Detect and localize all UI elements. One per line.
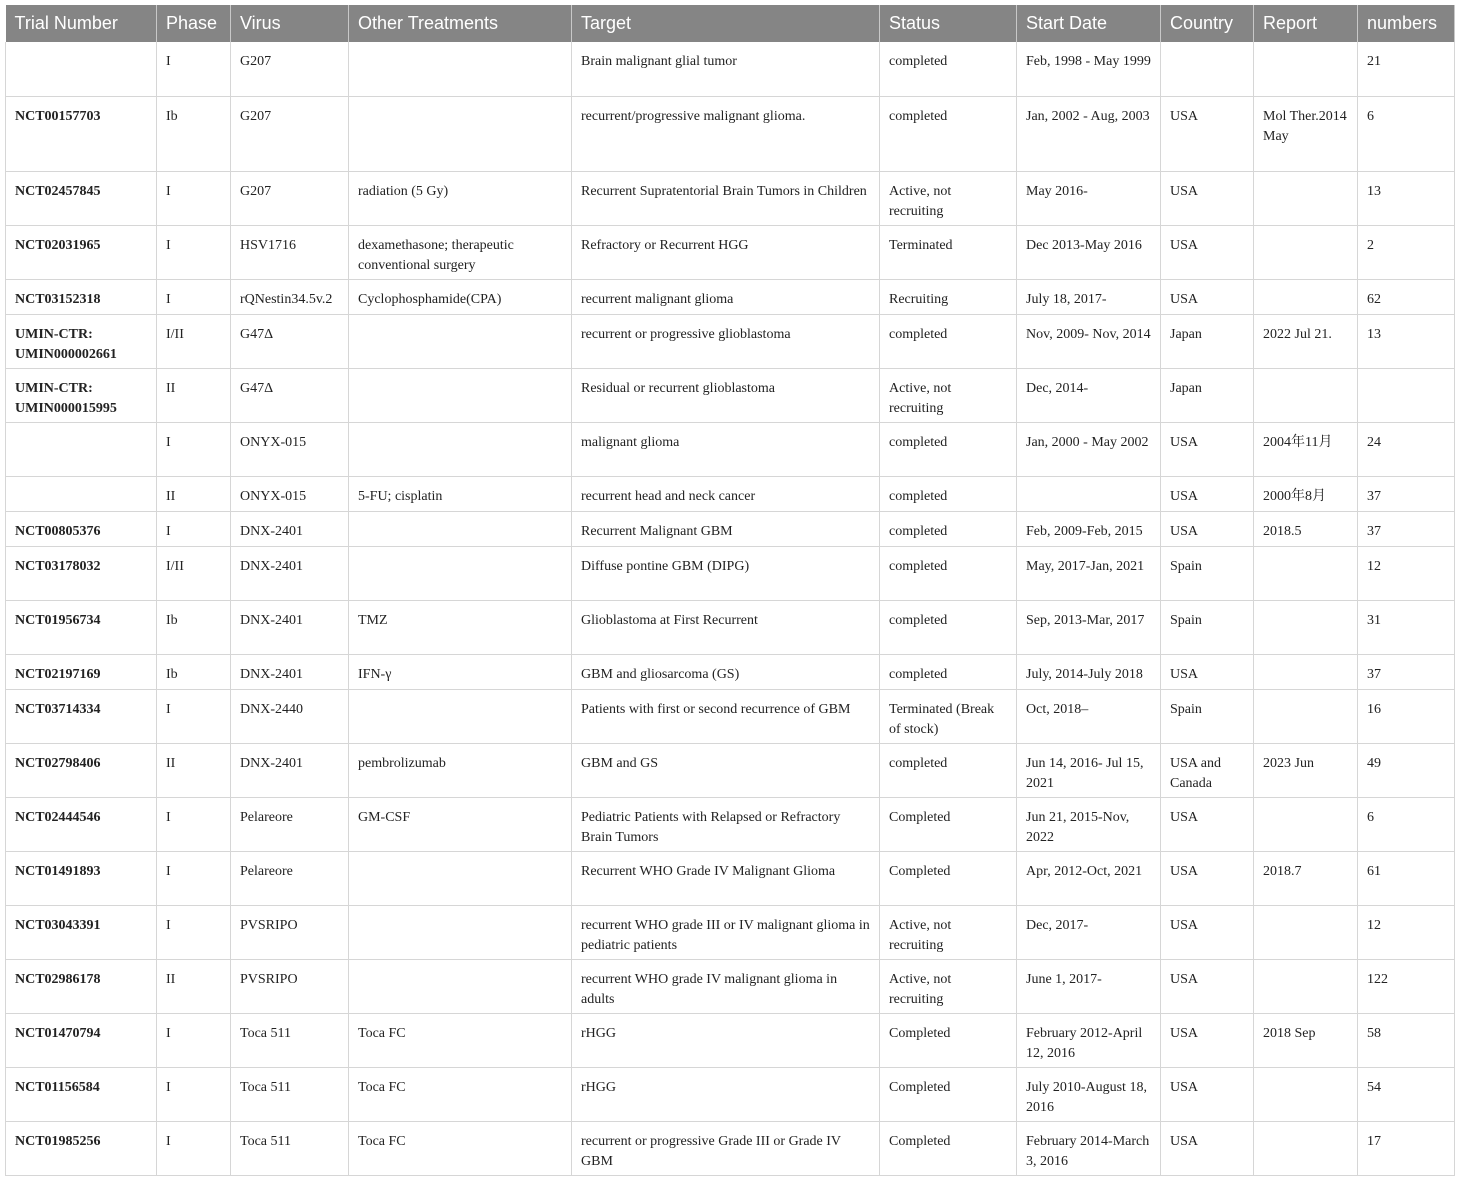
table-cell: [1254, 42, 1358, 96]
table-cell: USA: [1161, 96, 1254, 171]
table-cell: NCT01956734: [6, 600, 157, 654]
table-cell: Oct, 2018–: [1017, 689, 1161, 743]
table-cell: Ib: [157, 600, 231, 654]
table-cell: 37: [1358, 654, 1455, 689]
table-cell: Jan, 2002 - Aug, 2003: [1017, 96, 1161, 171]
table-cell: [1254, 1067, 1358, 1121]
table-cell: 12: [1358, 546, 1455, 600]
table-cell: pembrolizumab: [349, 743, 572, 797]
table-cell: Toca FC: [349, 1013, 572, 1067]
table-row: [6, 797, 1455, 851]
table-row: [6, 1013, 1455, 1067]
table-row: [6, 1121, 1455, 1175]
table-cell: completed: [880, 422, 1017, 476]
table-cell: Toca 511: [231, 1013, 349, 1067]
table-cell: [6, 422, 157, 476]
table-cell: 17: [1358, 1121, 1455, 1175]
table-cell: Toca 511: [231, 1067, 349, 1121]
table-cell: G207: [231, 96, 349, 171]
table-cell: [1254, 654, 1358, 689]
column-header: numbers: [1358, 5, 1455, 42]
table-cell: 2023 Jun: [1254, 743, 1358, 797]
table-cell: Completed: [880, 1013, 1017, 1067]
table-cell: [1358, 368, 1455, 422]
table-cell: I/II: [157, 546, 231, 600]
table-cell: G47Δ: [231, 314, 349, 368]
table-cell: 2022 Jul 21.: [1254, 314, 1358, 368]
table-cell: Recruiting: [880, 279, 1017, 314]
table-cell: Recurrent Malignant GBM: [572, 511, 880, 546]
table-cell: Cyclophosphamide(CPA): [349, 279, 572, 314]
table-cell: 2018.5: [1254, 511, 1358, 546]
table-cell: I: [157, 279, 231, 314]
table-cell: Apr, 2012-Oct, 2021: [1017, 851, 1161, 905]
table-cell: Active, not recruiting: [880, 368, 1017, 422]
table-cell: June 1, 2017-: [1017, 959, 1161, 1013]
table-cell: [1254, 600, 1358, 654]
table-cell: malignant glioma: [572, 422, 880, 476]
table-cell: IFN-γ: [349, 654, 572, 689]
table-row: [6, 689, 1455, 743]
table-cell: I: [157, 225, 231, 279]
table-cell: May, 2017-Jan, 2021: [1017, 546, 1161, 600]
column-header: Trial Number: [6, 5, 157, 42]
table-cell: completed: [880, 42, 1017, 96]
table-row: [6, 314, 1455, 368]
table-cell: 58: [1358, 1013, 1455, 1067]
table-cell: [349, 96, 572, 171]
table-cell: completed: [880, 546, 1017, 600]
table-cell: HSV1716: [231, 225, 349, 279]
table-row: [6, 422, 1455, 476]
table-cell: II: [157, 959, 231, 1013]
table-cell: February 2012-April 12, 2016: [1017, 1013, 1161, 1067]
table-cell: [349, 546, 572, 600]
table-cell: DNX-2401: [231, 600, 349, 654]
table-cell: USA and Canada: [1161, 743, 1254, 797]
table-cell: recurrent/progressive malignant glioma.: [572, 96, 880, 171]
table-cell: USA: [1161, 279, 1254, 314]
table-cell: Spain: [1161, 689, 1254, 743]
table-cell: Residual or recurrent glioblastoma: [572, 368, 880, 422]
table-cell: I: [157, 511, 231, 546]
table-cell: Mol Ther.2014 May: [1254, 96, 1358, 171]
table-cell: 2: [1358, 225, 1455, 279]
table-cell: USA: [1161, 476, 1254, 511]
table-cell: 6: [1358, 797, 1455, 851]
table-cell: completed: [880, 600, 1017, 654]
table-row: [6, 476, 1455, 511]
table-cell: USA: [1161, 654, 1254, 689]
table-cell: completed: [880, 476, 1017, 511]
table-cell: II: [157, 743, 231, 797]
table-cell: [349, 851, 572, 905]
table-cell: PVSRIPO: [231, 905, 349, 959]
table-cell: Feb, 2009-Feb, 2015: [1017, 511, 1161, 546]
table-cell: I: [157, 851, 231, 905]
table-cell: NCT01470794: [6, 1013, 157, 1067]
table-cell: 49: [1358, 743, 1455, 797]
table-cell: Pelareore: [231, 797, 349, 851]
table-cell: [349, 689, 572, 743]
table-cell: [349, 511, 572, 546]
table-row: [6, 225, 1455, 279]
table-cell: rHGG: [572, 1013, 880, 1067]
table-cell: [349, 959, 572, 1013]
column-header: Virus: [231, 5, 349, 42]
column-header: Report: [1254, 5, 1358, 42]
table-cell: Jun 14, 2016- Jul 15, 2021: [1017, 743, 1161, 797]
table-cell: GBM and gliosarcoma (GS): [572, 654, 880, 689]
table-cell: I: [157, 1121, 231, 1175]
table-cell: UMIN-CTR: UMIN000015995: [6, 368, 157, 422]
table-cell: USA: [1161, 1121, 1254, 1175]
table-cell: 16: [1358, 689, 1455, 743]
table-cell: NCT03152318: [6, 279, 157, 314]
table-cell: NCT01491893: [6, 851, 157, 905]
table-cell: 6: [1358, 96, 1455, 171]
table-cell: DNX-2440: [231, 689, 349, 743]
table-cell: [349, 314, 572, 368]
table-cell: ONYX-015: [231, 476, 349, 511]
table-cell: Dec 2013-May 2016: [1017, 225, 1161, 279]
table-header-row: [6, 5, 1455, 42]
table-row: [6, 279, 1455, 314]
table-cell: Spain: [1161, 600, 1254, 654]
table-cell: USA: [1161, 225, 1254, 279]
table-cell: G207: [231, 42, 349, 96]
table-cell: Completed: [880, 1067, 1017, 1121]
table-cell: [1254, 279, 1358, 314]
table-cell: Spain: [1161, 546, 1254, 600]
table-cell: NCT03178032: [6, 546, 157, 600]
table-cell: I: [157, 422, 231, 476]
table-cell: Patients with first or second recurrence of GBM: [572, 689, 880, 743]
table-cell: G47Δ: [231, 368, 349, 422]
table-cell: [1254, 368, 1358, 422]
table-cell: NCT02444546: [6, 797, 157, 851]
table-cell: NCT02986178: [6, 959, 157, 1013]
table-cell: USA: [1161, 905, 1254, 959]
table-cell: 12: [1358, 905, 1455, 959]
column-header: Other Treatments: [349, 5, 572, 42]
table-cell: 62: [1358, 279, 1455, 314]
table-row: [6, 511, 1455, 546]
table-cell: Dec, 2017-: [1017, 905, 1161, 959]
table-cell: recurrent malignant glioma: [572, 279, 880, 314]
table-row: [6, 546, 1455, 600]
table-cell: 2000年8月: [1254, 476, 1358, 511]
table-cell: [6, 42, 157, 96]
table-cell: NCT02798406: [6, 743, 157, 797]
column-header: Phase: [157, 5, 231, 42]
table-cell: USA: [1161, 171, 1254, 225]
column-header: Start Date: [1017, 5, 1161, 42]
table-cell: 2018 Sep: [1254, 1013, 1358, 1067]
column-header: Country: [1161, 5, 1254, 42]
table-row: [6, 851, 1455, 905]
table-cell: 61: [1358, 851, 1455, 905]
table-row: [6, 96, 1455, 171]
table-cell: G207: [231, 171, 349, 225]
table-cell: Completed: [880, 851, 1017, 905]
table-cell: [1161, 42, 1254, 96]
table-cell: Toca FC: [349, 1121, 572, 1175]
table-cell: recurrent or progressive glioblastoma: [572, 314, 880, 368]
table-cell: Jan, 2000 - May 2002: [1017, 422, 1161, 476]
table-cell: NCT03714334: [6, 689, 157, 743]
table-cell: recurrent WHO grade IV malignant glioma in adults: [572, 959, 880, 1013]
table-cell: [6, 476, 157, 511]
table-cell: NCT01985256: [6, 1121, 157, 1175]
table-cell: USA: [1161, 422, 1254, 476]
table-cell: [1254, 171, 1358, 225]
table-cell: 2004年11月: [1254, 422, 1358, 476]
table-cell: NCT00157703: [6, 96, 157, 171]
table-cell: ONYX-015: [231, 422, 349, 476]
table-cell: NCT02457845: [6, 171, 157, 225]
table-cell: Refractory or Recurrent HGG: [572, 225, 880, 279]
table-cell: Completed: [880, 1121, 1017, 1175]
table-cell: NCT00805376: [6, 511, 157, 546]
table-cell: July 2010-August 18, 2016: [1017, 1067, 1161, 1121]
table-cell: Active, not recruiting: [880, 959, 1017, 1013]
table-cell: UMIN-CTR: UMIN000002661: [6, 314, 157, 368]
table-cell: [349, 422, 572, 476]
table-row: [6, 368, 1455, 422]
table-cell: Japan: [1161, 368, 1254, 422]
table-cell: II: [157, 476, 231, 511]
table-row: [6, 600, 1455, 654]
table-cell: I: [157, 171, 231, 225]
table-cell: recurrent or progressive Grade III or Grade IV GBM: [572, 1121, 880, 1175]
table-cell: NCT02031965: [6, 225, 157, 279]
table-cell: TMZ: [349, 600, 572, 654]
table-cell: 122: [1358, 959, 1455, 1013]
table-cell: Japan: [1161, 314, 1254, 368]
table-cell: completed: [880, 743, 1017, 797]
table-cell: Brain malignant glial tumor: [572, 42, 880, 96]
table-cell: I: [157, 797, 231, 851]
table-cell: rHGG: [572, 1067, 880, 1121]
table-cell: [1254, 546, 1358, 600]
table-cell: Active, not recruiting: [880, 905, 1017, 959]
table-cell: Jun 21, 2015-Nov, 2022: [1017, 797, 1161, 851]
table-cell: Terminated (Break of stock): [880, 689, 1017, 743]
table-row: [6, 171, 1455, 225]
table-cell: Completed: [880, 797, 1017, 851]
table-cell: [1017, 476, 1161, 511]
table-cell: USA: [1161, 959, 1254, 1013]
table-cell: Ib: [157, 96, 231, 171]
table-cell: 13: [1358, 314, 1455, 368]
table-cell: GBM and GS: [572, 743, 880, 797]
table-cell: rQNestin34.5v.2: [231, 279, 349, 314]
table-cell: I/II: [157, 314, 231, 368]
column-header: Status: [880, 5, 1017, 42]
table-cell: 2018.7: [1254, 851, 1358, 905]
table-cell: Glioblastoma at First Recurrent: [572, 600, 880, 654]
table-cell: 31: [1358, 600, 1455, 654]
table-cell: Pelareore: [231, 851, 349, 905]
table-cell: Ib: [157, 654, 231, 689]
table-cell: I: [157, 689, 231, 743]
table-row: [6, 42, 1455, 96]
table-cell: DNX-2401: [231, 511, 349, 546]
table-cell: [1254, 959, 1358, 1013]
table-cell: PVSRIPO: [231, 959, 349, 1013]
table-row: [6, 1067, 1455, 1121]
table-cell: dexamethasone; therapeutic conventional surgery: [349, 225, 572, 279]
table-cell: completed: [880, 96, 1017, 171]
table-row: [6, 743, 1455, 797]
table-cell: USA: [1161, 1067, 1254, 1121]
table-cell: Toca 511: [231, 1121, 349, 1175]
table-cell: Active, not recruiting: [880, 171, 1017, 225]
table-cell: completed: [880, 654, 1017, 689]
table-cell: Feb, 1998 - May 1999: [1017, 42, 1161, 96]
table-cell: [349, 368, 572, 422]
table-cell: radiation (5 Gy): [349, 171, 572, 225]
table-cell: [349, 905, 572, 959]
table-cell: DNX-2401: [231, 546, 349, 600]
table-cell: July, 2014-July 2018: [1017, 654, 1161, 689]
table-row: [6, 654, 1455, 689]
table-cell: II: [157, 368, 231, 422]
table-cell: [349, 42, 572, 96]
table-cell: Recurrent Supratentorial Brain Tumors in Children: [572, 171, 880, 225]
table-cell: Sep, 2013-Mar, 2017: [1017, 600, 1161, 654]
table-cell: Dec, 2014-: [1017, 368, 1161, 422]
table-cell: NCT02197169: [6, 654, 157, 689]
table-cell: I: [157, 42, 231, 96]
table-cell: 5-FU; cisplatin: [349, 476, 572, 511]
table-cell: 37: [1358, 476, 1455, 511]
table-cell: 54: [1358, 1067, 1455, 1121]
column-header: Target: [572, 5, 880, 42]
table-cell: NCT03043391: [6, 905, 157, 959]
table-cell: Diffuse pontine GBM (DIPG): [572, 546, 880, 600]
table-cell: [1254, 225, 1358, 279]
table-cell: USA: [1161, 1013, 1254, 1067]
table-cell: recurrent head and neck cancer: [572, 476, 880, 511]
table-cell: DNX-2401: [231, 654, 349, 689]
table-body: [6, 42, 1455, 1175]
table-cell: USA: [1161, 797, 1254, 851]
table-row: [6, 905, 1455, 959]
table-cell: Terminated: [880, 225, 1017, 279]
table-cell: DNX-2401: [231, 743, 349, 797]
table-cell: USA: [1161, 851, 1254, 905]
table-cell: [1254, 905, 1358, 959]
table-cell: I: [157, 905, 231, 959]
table-cell: Pediatric Patients with Relapsed or Refractory Brain Tumors: [572, 797, 880, 851]
table-row: [6, 959, 1455, 1013]
table-cell: Nov, 2009- Nov, 2014: [1017, 314, 1161, 368]
table-cell: USA: [1161, 511, 1254, 546]
table-cell: 37: [1358, 511, 1455, 546]
trials-table-container: [5, 5, 1454, 1176]
table-cell: NCT01156584: [6, 1067, 157, 1121]
table-cell: 13: [1358, 171, 1455, 225]
table-cell: [1254, 797, 1358, 851]
table-cell: Toca FC: [349, 1067, 572, 1121]
table-cell: February 2014-March 3, 2016: [1017, 1121, 1161, 1175]
table-cell: completed: [880, 314, 1017, 368]
table-cell: [1254, 689, 1358, 743]
table-cell: I: [157, 1067, 231, 1121]
table-cell: I: [157, 1013, 231, 1067]
table-cell: recurrent WHO grade III or IV malignant glioma in pediatric patients: [572, 905, 880, 959]
table-cell: Recurrent WHO Grade IV Malignant Glioma: [572, 851, 880, 905]
table-cell: completed: [880, 511, 1017, 546]
table-cell: [1254, 1121, 1358, 1175]
table-cell: May 2016-: [1017, 171, 1161, 225]
table-cell: 24: [1358, 422, 1455, 476]
table-cell: 21: [1358, 42, 1455, 96]
trials-table: [5, 5, 1455, 1176]
table-cell: July 18, 2017-: [1017, 279, 1161, 314]
table-cell: GM-CSF: [349, 797, 572, 851]
